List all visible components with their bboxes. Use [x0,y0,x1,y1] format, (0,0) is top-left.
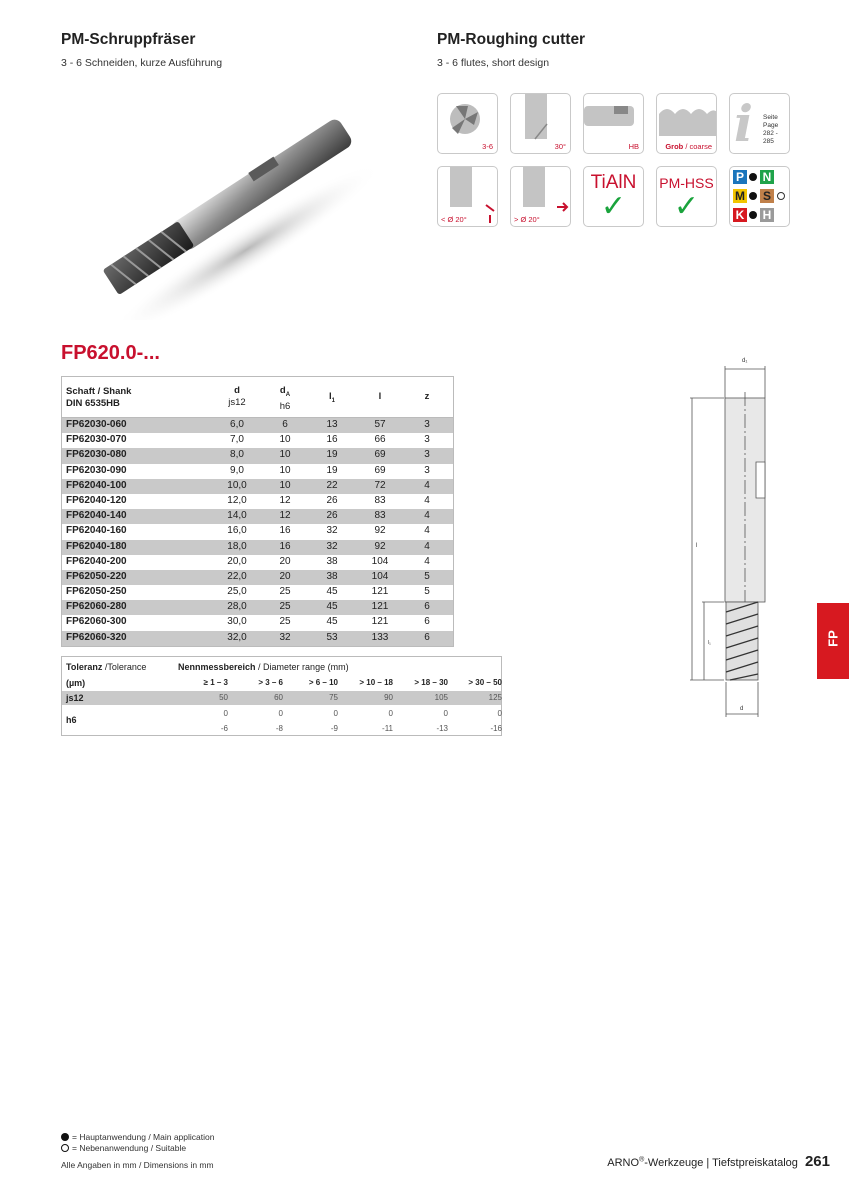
filled-circle-icon [61,1133,69,1141]
cell-l: 66 [374,434,386,446]
cell-dA: 20 [279,570,291,582]
cell-z: 4 [424,479,430,491]
cell-l: 83 [374,494,386,506]
cell-z: 6 [424,601,430,613]
tolerance-value: -9 [330,724,338,733]
technical-drawing [684,352,774,722]
cell-l: 104 [371,570,389,582]
tolerance-value: 0 [443,709,448,718]
cell-l: 69 [374,464,386,476]
table-row [62,631,453,646]
cell-dA: 16 [279,525,291,537]
tolerance-table: Toleranz /Tolerance Nennmessbereich / Diameter range (mm) (µm) ≥ 1 – 3 > 3 – 6 > 6 – 10 > 10 – 18 > 18 – 30 > 30 – 50 js12 50 60 75 90 105 125 h6 0 0 0 0 0 0 -6 -8 -9 -11 -13 -16 [61,656,502,736]
cell-z: 5 [424,586,430,598]
article-number: FP620.0-... [61,342,160,364]
cell-dA: 10 [279,464,291,476]
cell-d: 18,0 [227,540,247,552]
cell-dA: 20 [279,555,291,567]
tolerance-value: ≥ 1 – 3 [203,678,228,687]
tolerance-value: 125 [488,693,502,702]
tolerance-value: 0 [278,709,283,718]
cell-d: 14,0 [227,510,247,522]
tolerance-value: 0 [388,709,393,718]
cell-code: FP62040-120 [66,494,127,506]
check-icon: ✓ [600,190,627,223]
coating-icon: TiAlN ✓ [583,166,644,227]
cell-l1: 45 [326,616,338,628]
title-de: PM-Schruppfräser [61,31,196,48]
cell-l1: 13 [326,419,338,430]
tolerance-value: 90 [384,693,393,702]
profile-icon: Grob / coarse [656,93,717,154]
subtitle-en: 3 - 6 flutes, short design [437,57,550,69]
cell-d: 22,0 [227,570,247,582]
cell-l1: 19 [326,449,338,461]
cell-code: FP62030-070 [66,434,127,446]
cell-l: 121 [371,586,389,598]
table-row [62,418,453,433]
cell-dA: 32 [279,631,291,643]
cell-l: 72 [374,479,386,491]
table-row [62,433,453,448]
cell-d: 16,0 [227,525,247,537]
tolerance-value: > 6 – 10 [308,678,338,687]
cell-d: 30,0 [227,616,247,628]
cell-code: FP62040-100 [66,479,127,491]
tolerance-value: 60 [274,693,283,702]
cell-l1: 26 [326,510,338,522]
cell-d: 28,0 [227,601,247,613]
cell-code: FP62060-300 [66,616,127,628]
shank-type-icon: HB [583,93,644,154]
cell-d: 9,0 [230,464,244,476]
cell-l: 83 [374,510,386,522]
svg-text:d: d [740,706,744,712]
empty-circle-icon [61,1144,69,1152]
tolerance-value: -11 [382,724,393,733]
table-body [62,418,453,646]
cell-d: 25,0 [227,586,247,598]
cell-dA: 12 [279,494,291,506]
cell-code: FP62040-200 [66,555,127,567]
cell-l1: 16 [326,434,338,446]
cell-l1: 45 [326,586,338,598]
cell-code: FP62050-250 [66,586,127,598]
cell-l1: 53 [326,631,338,643]
tolerance-value: 50 [219,693,228,702]
tolerance-value: -16 [490,724,502,733]
table-row [62,600,453,615]
cell-code: FP62050-220 [66,570,127,582]
cell-l: 133 [371,631,389,643]
table-row [62,570,453,585]
tolerance-value: > 18 – 30 [414,678,448,687]
cell-l: 121 [371,616,389,628]
table-row [62,555,453,570]
cell-dA: 25 [279,601,291,613]
cell-l: 57 [374,419,386,430]
table-row [62,509,453,524]
subtitle-de: 3 - 6 Schneiden, kurze Ausführung [61,57,223,69]
tolerance-value: 0 [333,709,338,718]
page-number: 261 [804,1153,830,1170]
tool-photo [56,80,416,320]
cell-d: 7,0 [230,434,244,446]
material-icon: PM-HSS ✓ [656,166,717,227]
tolerance-value: > 3 – 6 [258,678,283,687]
legend: = Hauptanwendung / Main application = Nebenanwendung / Suitable [61,1132,214,1154]
tolerance-value: 0 [497,709,502,718]
cell-code: FP62030-060 [66,419,127,430]
cell-code: FP62060-280 [66,601,127,613]
table-row [62,479,453,494]
table-row [62,464,453,479]
cell-z: 6 [424,616,430,628]
cell-l1: 32 [326,525,338,537]
ramping-lt-icon: < Ø 20° [437,166,498,227]
dimension-note: Alle Angaben in mm / Dimensions in mm [61,1160,214,1170]
tolerance-value: > 10 – 18 [359,678,393,687]
table-row [62,494,453,509]
section-tab[interactable]: FP [817,603,849,679]
flutes-icon: 3-6 [437,93,498,154]
table-row [62,448,453,463]
feature-icons [437,93,793,229]
cell-d: 20,0 [227,555,247,567]
cell-z: 4 [424,494,430,506]
cell-l: 121 [371,601,389,613]
tolerance-value: 75 [329,693,338,702]
cell-l: 92 [374,540,386,552]
cell-z: 5 [424,570,430,582]
cell-code: FP62030-080 [66,449,127,461]
table-row [62,540,453,555]
cell-z: 3 [424,449,430,461]
cell-z: 3 [424,464,430,476]
cell-z: 4 [424,555,430,567]
cell-d: 12,0 [227,494,247,506]
check-icon: ✓ [673,190,700,223]
cell-dA: 10 [279,479,291,491]
cell-d: 32,0 [227,631,247,643]
cell-d: 6,0 [230,419,244,430]
svg-text:l₁: l₁ [708,640,711,646]
cell-code: FP62030-090 [66,464,127,476]
cell-dA: 12 [279,510,291,522]
cell-dA: 25 [279,616,291,628]
footer: ARNO®-Werkzeuge | Tiefstpreiskatalog 261 [607,1153,830,1170]
cell-d: 10,0 [227,479,247,491]
cell-dA: 6 [282,419,288,430]
tolerance-value: -8 [275,724,283,733]
cell-l1: 45 [326,601,338,613]
table-header: Schaft / Shank DIN 6535HB d js12 $d_A$ h6 $l_1$ l z [62,377,453,418]
cell-z: 3 [424,419,430,430]
info-icon[interactable]: i Seite Page 282 - 285 [729,93,790,154]
cell-z: 4 [424,525,430,537]
cell-z: 4 [424,540,430,552]
tolerance-value: -6 [220,724,228,733]
table-row [62,615,453,630]
title-en: PM-Roughing cutter [437,31,586,48]
tolerance-value: > 30 – 50 [468,678,502,687]
cell-l1: 22 [326,479,338,491]
cell-l: 92 [374,525,386,537]
cell-z: 6 [424,631,430,643]
cell-z: 3 [424,434,430,446]
cell-code: FP62060-320 [66,631,127,643]
cell-l1: 38 [326,570,338,582]
cell-l: 69 [374,449,386,461]
helix-angle-icon: 30° [510,93,571,154]
cell-l: 104 [371,555,389,567]
cell-l1: 32 [326,540,338,552]
material-groups-icon: P N M S K H [729,166,790,227]
cell-d: 8,0 [230,449,244,461]
cell-dA: 10 [279,434,291,446]
tolerance-value: -13 [436,724,448,733]
svg-text:l: l [696,543,698,549]
tolerance-value: 105 [434,693,448,702]
cell-z: 4 [424,510,430,522]
dimension-table [61,376,454,647]
table-row [62,524,453,539]
cell-code: FP62040-140 [66,510,127,522]
cell-code: FP62040-180 [66,540,127,552]
cell-l1: 19 [326,464,338,476]
cell-l1: 26 [326,494,338,506]
table-row [62,585,453,600]
ramping-gt-icon: > Ø 20° [510,166,571,227]
tolerance-value: 0 [223,709,228,718]
cell-dA: 10 [279,449,291,461]
cell-code: FP62040-160 [66,525,127,537]
svg-text:d₁: d₁ [742,358,748,364]
cell-dA: 25 [279,586,291,598]
cell-l1: 38 [326,555,338,567]
cell-dA: 16 [279,540,291,552]
